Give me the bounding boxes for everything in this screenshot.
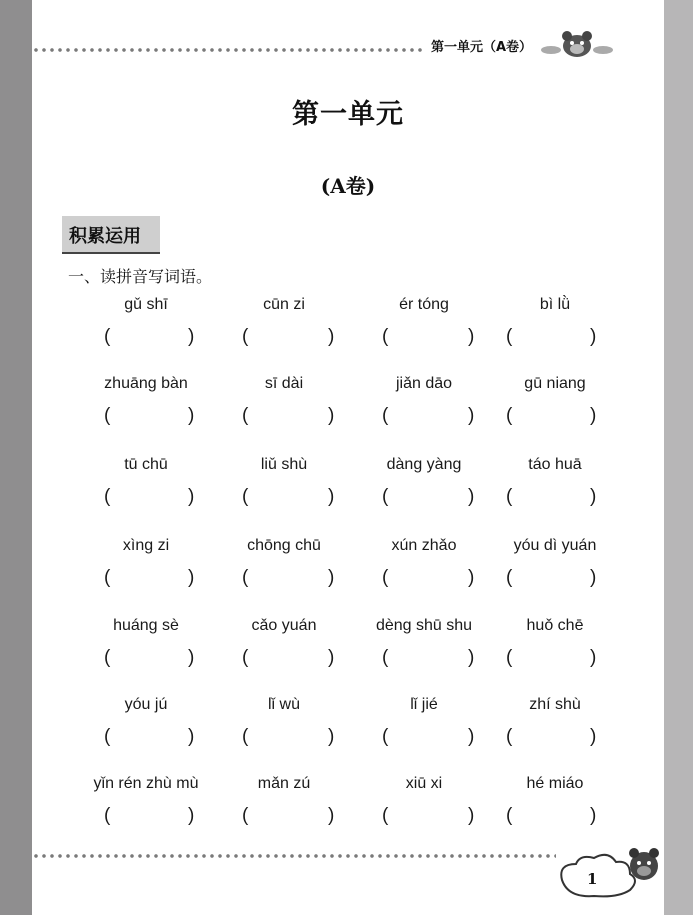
answer-blank-close: ) bbox=[188, 567, 195, 588]
answer-blank-open: ( bbox=[242, 326, 249, 347]
answer-blank-open: ( bbox=[104, 805, 111, 826]
answer-blank-open: ( bbox=[104, 326, 111, 347]
pinyin-word: táo huā bbox=[528, 456, 582, 473]
answer-blank-close: ) bbox=[188, 805, 195, 826]
answer-blank-close: ) bbox=[328, 805, 335, 826]
answer-blank-open: ( bbox=[382, 567, 389, 588]
running-header: 第一单元（A卷） bbox=[431, 40, 533, 55]
answer-blank-open: ( bbox=[242, 405, 249, 426]
page-sheet bbox=[32, 0, 664, 915]
pinyin-word: xiū xi bbox=[405, 775, 443, 792]
answer-blank-close: ) bbox=[188, 486, 195, 507]
pinyin-word: xìng zi bbox=[122, 537, 170, 554]
answer-blank-open: ( bbox=[382, 326, 389, 347]
answer-blank-close: ) bbox=[328, 647, 335, 668]
pinyin-word: hé miáo bbox=[526, 775, 584, 792]
pinyin-word: gū niang bbox=[524, 375, 586, 392]
question-instruction: 一、读拼音写词语。 bbox=[68, 267, 213, 286]
answer-blank-open: ( bbox=[382, 486, 389, 507]
answer-blank-close: ) bbox=[590, 567, 597, 588]
pinyin-word: cūn zi bbox=[263, 296, 305, 313]
pinyin-word: cǎo yuán bbox=[251, 617, 317, 634]
pinyin-word: sī dài bbox=[264, 375, 304, 392]
pinyin-word: gǔ shī bbox=[124, 296, 168, 313]
pinyin-word: jiǎn dāo bbox=[395, 375, 453, 392]
answer-blank-close: ) bbox=[188, 647, 195, 668]
pinyin-word: huáng sè bbox=[113, 617, 179, 634]
pinyin-word: yǐn rén zhù mù bbox=[93, 775, 199, 792]
answer-blank-open: ( bbox=[104, 486, 111, 507]
answer-blank-open: ( bbox=[104, 726, 111, 747]
cartoon-bear-icon bbox=[537, 28, 617, 60]
answer-blank-close: ) bbox=[590, 326, 597, 347]
pinyin-word: dàng yàng bbox=[386, 456, 462, 473]
answer-blank-close: ) bbox=[328, 326, 335, 347]
answer-blank-open: ( bbox=[104, 567, 111, 588]
pinyin-word: ér tóng bbox=[399, 296, 449, 313]
volume-label: (A卷) bbox=[320, 174, 376, 198]
answer-blank-open: ( bbox=[506, 647, 513, 668]
answer-blank-close: ) bbox=[468, 647, 475, 668]
unit-title: 第一单元 bbox=[292, 99, 404, 130]
answer-blank-close: ) bbox=[328, 486, 335, 507]
dotted-rule-bottom bbox=[32, 852, 556, 860]
page-number: 1 bbox=[587, 870, 598, 888]
pinyin-word: yóu dì yuán bbox=[513, 537, 597, 554]
pinyin-word: xún zhǎo bbox=[391, 537, 457, 554]
answer-blank-close: ) bbox=[590, 486, 597, 507]
section-label: 积累运用 bbox=[69, 226, 141, 247]
answer-blank-open: ( bbox=[506, 405, 513, 426]
pinyin-word: dèng shū shu bbox=[375, 617, 473, 634]
answer-blank-close: ) bbox=[468, 805, 475, 826]
pinyin-word: huǒ chē bbox=[526, 617, 584, 634]
answer-blank-open: ( bbox=[506, 726, 513, 747]
answer-blank-open: ( bbox=[506, 486, 513, 507]
pinyin-word: zhuāng bàn bbox=[104, 375, 188, 392]
answer-blank-close: ) bbox=[468, 567, 475, 588]
bear-page-badge-icon bbox=[554, 840, 664, 900]
answer-blank-close: ) bbox=[328, 726, 335, 747]
dotted-rule-top bbox=[32, 46, 424, 54]
answer-blank-close: ) bbox=[468, 405, 475, 426]
answer-blank-close: ) bbox=[468, 326, 475, 347]
pinyin-word: liǔ shù bbox=[260, 456, 308, 473]
answer-blank-open: ( bbox=[242, 647, 249, 668]
answer-blank-open: ( bbox=[104, 405, 111, 426]
pinyin-word: lǐ jié bbox=[410, 696, 438, 713]
answer-blank-close: ) bbox=[468, 486, 475, 507]
answer-blank-open: ( bbox=[382, 805, 389, 826]
answer-blank-close: ) bbox=[590, 647, 597, 668]
answer-blank-close: ) bbox=[328, 567, 335, 588]
answer-blank-open: ( bbox=[506, 567, 513, 588]
page-edge-shadow bbox=[664, 0, 693, 915]
answer-blank-open: ( bbox=[382, 405, 389, 426]
answer-blank-open: ( bbox=[242, 486, 249, 507]
answer-blank-open: ( bbox=[382, 647, 389, 668]
answer-blank-open: ( bbox=[382, 726, 389, 747]
answer-blank-close: ) bbox=[328, 405, 335, 426]
answer-blank-close: ) bbox=[590, 805, 597, 826]
answer-blank-open: ( bbox=[104, 647, 111, 668]
answer-blank-open: ( bbox=[242, 726, 249, 747]
pinyin-word: yóu jú bbox=[124, 696, 168, 713]
pinyin-word: chōng chū bbox=[247, 537, 321, 554]
pinyin-word: bì lǜ bbox=[539, 296, 571, 313]
answer-blank-open: ( bbox=[242, 805, 249, 826]
pinyin-word: tū chū bbox=[124, 456, 168, 473]
answer-blank-close: ) bbox=[590, 405, 597, 426]
answer-blank-open: ( bbox=[506, 326, 513, 347]
answer-blank-close: ) bbox=[188, 405, 195, 426]
pinyin-word: mǎn zú bbox=[257, 775, 311, 792]
pinyin-word: zhí shù bbox=[529, 696, 581, 713]
answer-blank-close: ) bbox=[188, 326, 195, 347]
pinyin-word: lǐ wù bbox=[267, 696, 300, 713]
answer-blank-close: ) bbox=[590, 726, 597, 747]
answer-blank-close: ) bbox=[188, 726, 195, 747]
answer-blank-close: ) bbox=[468, 726, 475, 747]
answer-blank-open: ( bbox=[506, 805, 513, 826]
answer-blank-open: ( bbox=[242, 567, 249, 588]
